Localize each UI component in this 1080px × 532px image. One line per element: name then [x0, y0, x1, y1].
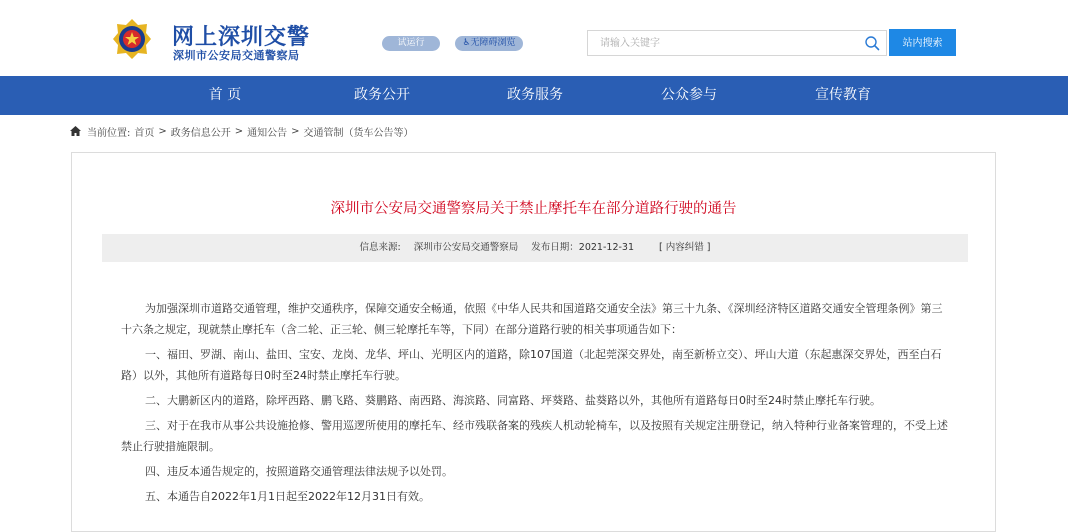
publish-date: 2021-12-31 — [578, 242, 635, 253]
breadcrumb-separator: > — [291, 125, 300, 137]
article-body — [121, 298, 951, 511]
accessibility-icon: ♿ — [462, 38, 471, 48]
nav-item-public-participation[interactable]: 公众参与 — [661, 87, 717, 103]
breadcrumb-separator: > — [234, 125, 244, 137]
source-label: 信息来源: — [359, 242, 401, 253]
search-input[interactable] — [588, 31, 858, 55]
article-panel — [71, 152, 996, 532]
site-subtitle: 深圳市公安局交通警察局 — [173, 49, 300, 62]
search-box — [587, 30, 887, 56]
article-paragraph: 四、违反本通告规定的，按照道路交通管理法律法规予以处罚。 — [145, 465, 453, 478]
site-title[interactable]: 网上深圳交警 — [172, 25, 311, 50]
police-emblem-icon[interactable] — [112, 18, 152, 60]
article-paragraph: 三、对于在我市从事公共设施抢修、警用巡逻所使用的摩托车、经市残联备案的残疾人机动轮椅车，以及按照有关规定注册登记，纳入特种行业备案管理的，不受上述禁止行驶措施限制。 — [121, 419, 948, 453]
article-paragraph: 一、福田、罗湖、南山、盐田、宝安、龙岗、龙华、坪山、光明区内的道路，除107国道（北起莞深交界处，南至新桥立交）、坪山大道（东起惠深交界处，西至白石路）以外，其他所有道路每日0时至24时禁止摩托车行驶。 — [121, 348, 942, 382]
nav-item-government-affairs[interactable]: 政务公开 — [354, 87, 410, 103]
date-label: 发布日期： — [531, 242, 579, 253]
nav-item-home[interactable]: 首 页 — [208, 87, 242, 103]
accessibility-button[interactable] — [455, 36, 523, 51]
breadcrumb-separator: > — [158, 125, 167, 137]
site-header — [0, 0, 1068, 76]
breadcrumb-link-traffic-control[interactable]: 交通管制（货车公告等） — [303, 127, 414, 139]
nav-item-government-services[interactable]: 政务服务 — [507, 87, 563, 103]
breadcrumb-prefix: 当前位置: — [87, 127, 131, 139]
article-paragraph: 二、大鹏新区内的道路，除坪西路、鹏飞路、葵鹏路、南西路、海滨路、同富路、坪葵路、盐葵路以外，其他所有道路每日0时至24时禁止摩托车行驶。 — [145, 394, 881, 407]
article-paragraph: 五、本通告自2022年1月1日起至2022年12月31日有效。 — [145, 490, 430, 503]
nav-item-publicity-education[interactable]: 宣传教育 — [815, 87, 871, 103]
home-icon — [70, 126, 81, 136]
article-meta — [102, 234, 968, 262]
breadcrumb-link-notices[interactable]: 通知公告 — [247, 127, 288, 139]
trial-badge: 试运行 — [382, 36, 440, 51]
content-correction-link[interactable]: [ 内容纠错 ] — [659, 242, 711, 253]
site-search-button[interactable]: 站内搜索 — [889, 29, 956, 56]
search-icon[interactable] — [864, 35, 880, 51]
article-paragraph: 为加强深圳市道路交通管理，维护交通秩序，保障交通安全畅通，依照《中华人民共和国道路交通安全法》第三十九条、《深圳经济特区道路交通安全管理条例》第三十六条之规定，现就禁止摩托车（含二轮、正三轮、侧三轮摩托车等，下同）在部分道路行驶的相关事项通告如下： — [121, 302, 943, 336]
main-nav — [0, 76, 1068, 115]
breadcrumb-link-info-disclosure[interactable]: 政务信息公开 — [170, 127, 231, 139]
breadcrumb-home-link[interactable]: 首页 — [134, 127, 155, 139]
breadcrumb — [70, 124, 414, 138]
source-value: 深圳市公安局交通警察局 — [413, 242, 519, 253]
article-title: 深圳市公安局交通警察局关于禁止摩托车在部分道路行驶的通告 — [330, 201, 737, 217]
accessibility-label: 无障碍浏览 — [470, 38, 516, 48]
